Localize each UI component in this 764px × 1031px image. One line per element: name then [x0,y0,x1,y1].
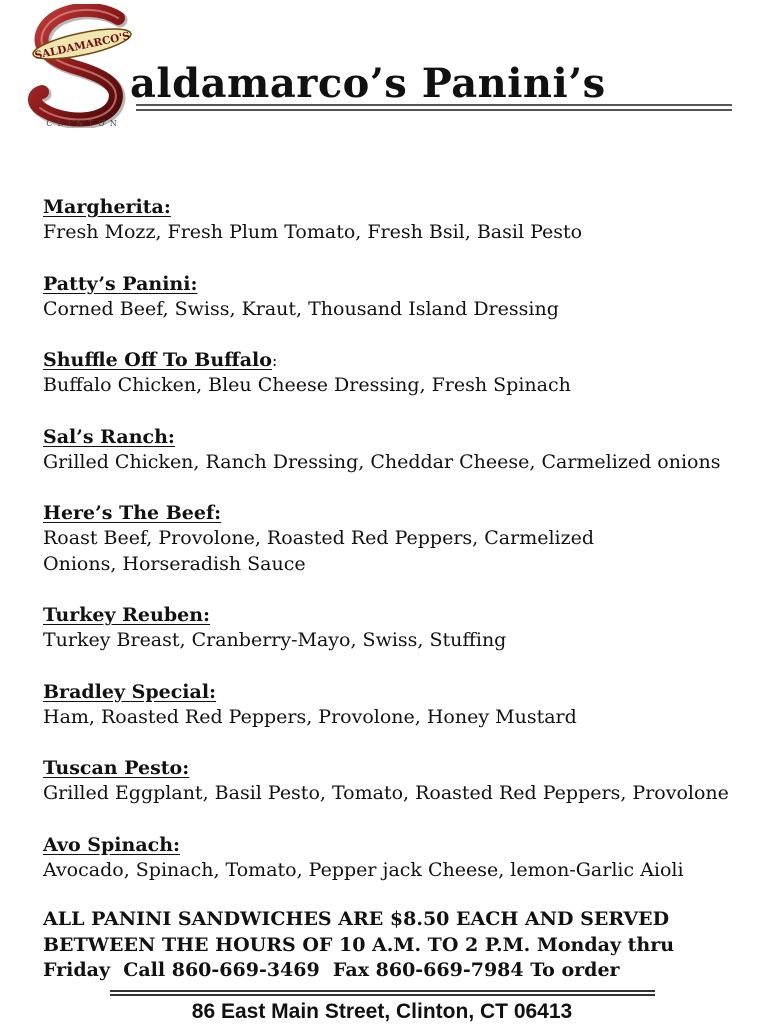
menu-item-description: Roast Beef, Provolone, Roasted Red Peppers, Carmelized Onions, Horseradish Sauce [43,527,595,575]
menu-item-name: Tuscan Pesto: [43,757,190,779]
menu-item-description: Grilled Chicken, Ranch Dressing, Cheddar Cheese, Carmelized onions [43,450,721,473]
menu-item-name: Avo Spinach: [43,833,181,856]
menu-item-description: Corned Beef, Swiss, Kraut, Thousand Island Dressing [43,297,559,320]
menu-item [43,271,743,323]
script-s-logo-icon [26,4,138,128]
menu-item-name: Turkey Reuben: [43,604,211,626]
page-title: aldamarco’s Panini’s [130,60,606,107]
menu-item [43,347,743,399]
menu-item-description: Grilled Eggplant, Basil Pesto, Tomato, Roasted Red Peppers, Provolone [43,782,729,804]
logo-ring-text: SALDAMARCO'S [33,29,132,62]
footer-divider [110,990,655,996]
menu-item-description: Avocado, Spinach, Tomato, Pepper jack Cheese, lemon-Garlic Aioli [43,858,684,881]
notice-line: ALL PANINI SANDWICHES ARE $8.50 EACH AND SERVED [43,908,670,930]
logo-location-text: CLINTON [46,119,122,128]
menu-item-name: Shuffle Off To Buffalo [43,349,272,371]
menu-item-description: Ham, Roasted Red Peppers, Provolone, Honey Mustard [43,705,577,728]
menu-item-name: Margherita: [43,196,171,218]
menu-item [43,755,743,807]
menu-item-description: Buffalo Chicken, Bleu Cheese Dressing, Fresh Spinach [43,374,571,396]
saldamarcos-logo [26,4,138,128]
menu-item-name: Sal’s Ranch: [43,425,175,448]
menu-item-colon: : [271,351,278,370]
menu-item [43,832,743,884]
menu-item-description: Turkey Breast, Cranberry-Mayo, Swiss, Stuffing [43,629,507,651]
menu-item-name: Bradley Special: [43,680,217,703]
menu-item-description: Fresh Mozz, Fresh Plum Tomato, Fresh Bsil, Basil Pesto [43,221,583,243]
menu-item [43,602,743,654]
notice-line: BETWEEN THE HOURS OF 10 A.M. TO 2 P.M. Monday thru [43,933,675,956]
title-divider [136,104,732,111]
panini-menu [43,194,743,908]
notice-line: Friday Call 860-669-3469 Fax 860-669-7984 To order [43,959,620,981]
menu-item [43,679,743,731]
menu-item [43,424,743,476]
menu-item [43,500,743,577]
menu-item-name: Patty’s Panini: [43,272,198,295]
menu-item [43,194,743,246]
footer-address: 86 East Main Street, Clinton, CT 06413 [191,1000,573,1023]
menu-item-name: Here’s The Beef: [43,502,222,524]
pricing-hours-notice [43,907,743,984]
